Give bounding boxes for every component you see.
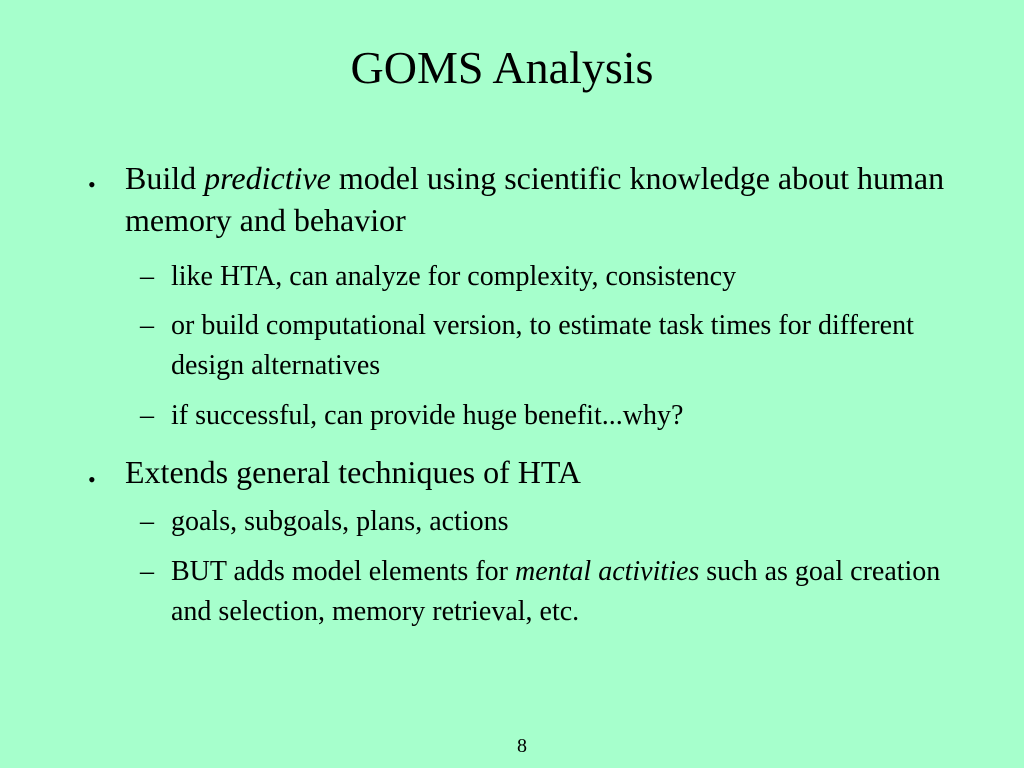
bullet-icon: • (88, 467, 96, 492)
dash-icon: – (140, 556, 154, 587)
page-number: 8 (517, 735, 527, 757)
bullet-1-sub-1: like HTA, can analyze for complexity, consistency (171, 261, 737, 292)
bullet-1-pre: Build (125, 160, 205, 196)
bullet-2-sub-2-pre: BUT adds model elements for (171, 556, 515, 587)
bullet-2-sub-2-post: such as goal creation and selection, memory retrieval, etc. (171, 556, 941, 627)
slide-title: GOMS Analysis (350, 42, 654, 93)
bullet-2-sub-1: goals, subgoals, plans, actions (171, 506, 509, 537)
dash-icon: – (140, 506, 154, 537)
bullet-1-emphasis: predictive (204, 160, 331, 196)
dash-icon: – (140, 261, 154, 292)
bullet-1-sub-3: if successful, can provide huge benefit...why? (171, 400, 684, 431)
bullet-icon: • (88, 172, 96, 197)
dash-icon: – (140, 400, 154, 431)
dash-icon: – (140, 310, 154, 341)
bullet-1-post: model using scientific knowledge about human memory and behavior (125, 160, 945, 238)
bullet-2-sub-2-emphasis: mental activities (514, 556, 700, 587)
bullet-2-sub-2 (171, 552, 971, 632)
bullet-1-text (125, 157, 955, 241)
bullet-1-sub-2: or build computational version, to estimate task times for different design alternatives (171, 310, 914, 381)
bullet-2-text: Extends general techniques of HTA (125, 454, 581, 490)
